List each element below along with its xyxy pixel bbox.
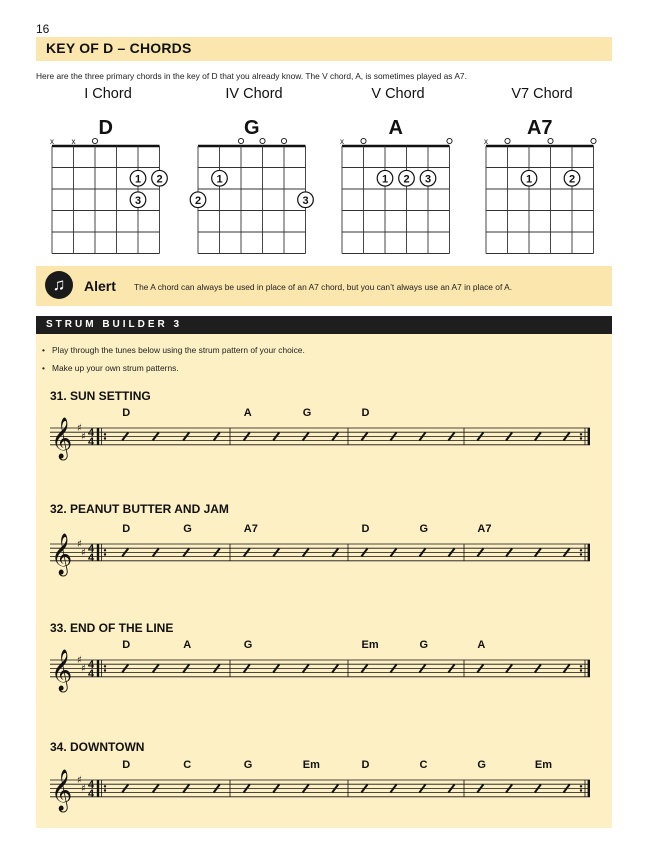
- finger-number: 2: [568, 173, 576, 186]
- time-signature-bottom: 4: [88, 435, 95, 448]
- repeat-dot: [580, 437, 582, 439]
- bullet-text: Play through the tunes below using the strum pattern of your choice.: [52, 345, 305, 355]
- chord-diagram-g: [184, 112, 324, 262]
- chord-label-0: [38, 86, 178, 102]
- sharp-sign: ♯: [81, 783, 86, 795]
- chord-symbol: Em: [361, 639, 379, 651]
- chord-name: D: [98, 117, 113, 139]
- open-string-marker: [92, 138, 97, 143]
- chord-label-1: [184, 86, 324, 102]
- chord-symbol: Em: [302, 759, 320, 771]
- chord-symbol: G: [183, 523, 192, 535]
- alert-box: [36, 266, 612, 306]
- open-string-marker: [505, 138, 510, 143]
- chord-symbol: G: [243, 759, 253, 771]
- sharp-sign: ♯: [81, 547, 86, 559]
- chord-diagram-a7: [472, 112, 612, 262]
- muted-string-marker: x: [71, 137, 76, 146]
- chord-symbol: G: [302, 407, 312, 419]
- open-string-marker: [548, 138, 553, 143]
- sharp-sign: ♯: [81, 431, 86, 443]
- time-signature-bottom: 4: [88, 551, 95, 564]
- finger-number: 2: [403, 173, 410, 186]
- treble-clef: 𝄞: [51, 649, 73, 691]
- strum-builder-panel: [36, 316, 612, 828]
- open-string-marker: [361, 138, 366, 143]
- chord-symbol: D: [122, 759, 131, 771]
- alert-text: The A chord can always be used in place of an A7 chord, but you can’t always use an A7 in place of A.: [134, 282, 513, 292]
- time-signature-top: 4: [88, 658, 95, 671]
- chord-symbol: A: [477, 639, 486, 651]
- chord-symbol: Em: [534, 759, 552, 771]
- repeat-dot: [104, 789, 106, 791]
- finger-number: 3: [424, 173, 432, 186]
- section-title-bar: [36, 37, 612, 61]
- sharp-sign: ♯: [77, 655, 82, 666]
- finger-number: 2: [194, 194, 202, 207]
- repeat-dot: [580, 789, 582, 791]
- chord-diagram-d: [38, 112, 178, 262]
- time-signature-top: 4: [88, 426, 95, 439]
- sharp-sign: ♯: [81, 663, 86, 675]
- chord-symbol: G: [477, 759, 486, 771]
- time-signature-top: 4: [88, 778, 95, 791]
- repeat-dot: [580, 549, 582, 551]
- repeat-dot: [580, 669, 582, 671]
- chord-function: V Chord: [371, 86, 425, 102]
- strum-builder-title: STRUM BUILDER 3: [46, 319, 183, 330]
- alert-title: Alert: [84, 278, 116, 294]
- bullet-item: [42, 363, 179, 373]
- finger-number: 1: [381, 173, 389, 186]
- tune-title: 33. END OF THE LINE: [50, 621, 174, 635]
- finger-number: 1: [525, 173, 533, 186]
- sharp-sign: ♯: [77, 539, 82, 550]
- treble-clef: 𝄞: [51, 417, 73, 459]
- bullet-item: [42, 345, 305, 355]
- repeat-dot: [104, 665, 106, 667]
- tune-staff: [36, 522, 612, 582]
- chord-symbol: D: [122, 639, 131, 651]
- finger-number: 3: [134, 194, 142, 207]
- treble-clef: 𝄞: [51, 533, 73, 575]
- time-signature-top: 4: [88, 542, 95, 555]
- chord-symbol: D: [361, 523, 370, 535]
- repeat-dot: [104, 785, 106, 787]
- tune-staff: [36, 758, 612, 818]
- open-string-marker: [281, 138, 286, 143]
- chord-symbol: D: [361, 407, 370, 419]
- finger-number: 1: [216, 173, 223, 186]
- open-string-marker: [260, 138, 265, 143]
- strum-builder-header: [36, 316, 612, 334]
- repeat-dot: [580, 433, 582, 435]
- sharp-sign: ♯: [77, 775, 82, 786]
- chord-symbol: C: [183, 759, 192, 771]
- chord-symbol: A: [243, 407, 252, 419]
- chord-symbol: D: [122, 523, 131, 535]
- chord-function: IV Chord: [225, 86, 283, 102]
- chord-function: I Chord: [84, 86, 132, 102]
- tune-title: 34. DOWNTOWN: [50, 740, 145, 754]
- chord-symbol: G: [419, 523, 429, 535]
- repeat-dot: [580, 665, 582, 667]
- chord-symbol: A: [183, 639, 192, 651]
- finger-number: 3: [302, 194, 309, 207]
- chord-symbol: A7: [243, 523, 258, 535]
- muted-string-marker: x: [50, 137, 54, 146]
- bullet-text: Make up your own strum patterns.: [52, 363, 179, 373]
- sharp-sign: ♯: [77, 423, 82, 434]
- chord-symbol: C: [419, 759, 428, 771]
- intro-text: Here are the three primary chords in the key of D that you already know. The V chord, A, is sometimes played as A7.: [36, 71, 467, 81]
- repeat-dot: [580, 553, 582, 555]
- tune-staff: [36, 638, 612, 698]
- muted-string-marker: x: [484, 137, 488, 146]
- chord-label-2: [328, 86, 468, 102]
- chord-diagram-a: [328, 112, 468, 262]
- open-string-marker: [238, 138, 243, 143]
- finger-number: 1: [134, 173, 142, 186]
- treble-clef: 𝄞: [51, 769, 73, 811]
- repeat-dot: [104, 437, 106, 439]
- chord-symbol: A7: [477, 523, 492, 535]
- tune-title: 31. SUN SETTING: [50, 389, 151, 403]
- page-title: KEY OF D – CHORDS: [46, 40, 192, 56]
- chord-symbol: D: [122, 407, 131, 419]
- chord-function: V7 Chord: [511, 86, 573, 102]
- chord-name: A: [388, 117, 403, 139]
- chord-symbol: G: [419, 639, 429, 651]
- music-note-icon: ♫: [45, 271, 73, 299]
- finger-number: 2: [156, 173, 163, 186]
- chord-label-3: [472, 86, 612, 102]
- tune-title: 32. PEANUT BUTTER AND JAM: [50, 502, 229, 516]
- tune-staff: [36, 406, 612, 466]
- time-signature-bottom: 4: [88, 667, 95, 680]
- chord-symbol: G: [243, 639, 253, 651]
- chord-symbol: D: [361, 759, 370, 771]
- muted-string-marker: x: [340, 137, 344, 146]
- open-string-marker: [591, 138, 596, 143]
- repeat-dot: [104, 553, 106, 555]
- repeat-dot: [104, 549, 106, 551]
- chord-name: G: [243, 117, 260, 139]
- chord-name: A7: [526, 117, 553, 139]
- page-number: 16: [36, 22, 50, 36]
- repeat-dot: [580, 785, 582, 787]
- repeat-dot: [104, 669, 106, 671]
- time-signature-bottom: 4: [88, 787, 95, 800]
- repeat-dot: [104, 433, 106, 435]
- open-string-marker: [447, 138, 452, 143]
